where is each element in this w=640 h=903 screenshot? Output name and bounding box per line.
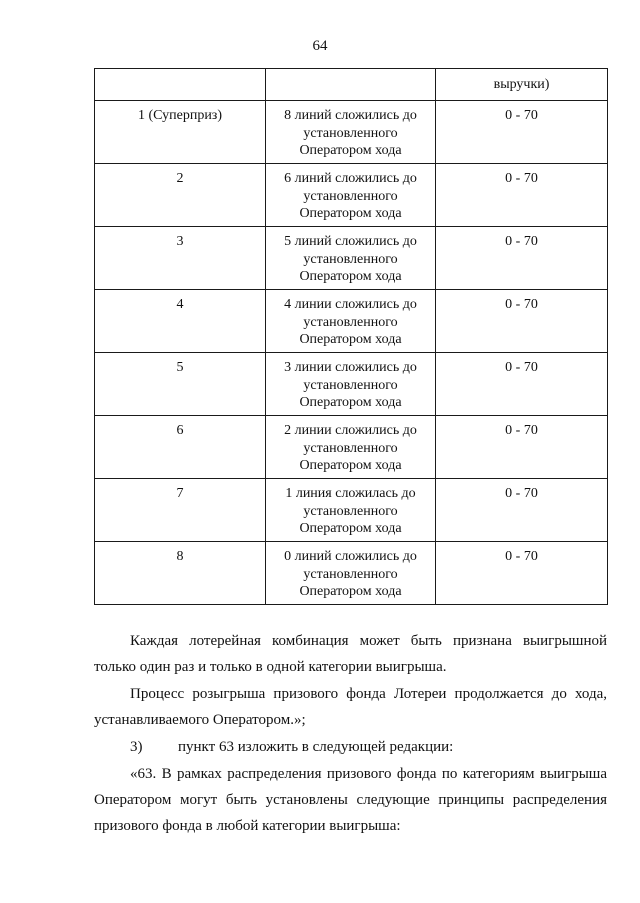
table-row — [95, 479, 608, 542]
share-cell: 0 - 70 — [436, 101, 608, 164]
condition-cell: 1 линия сложилась до установленного Оператором хода — [266, 479, 436, 542]
condition-cell: 8 линий сложились до установленного Оператором хода — [266, 101, 436, 164]
share-cell: 0 - 70 — [436, 353, 608, 416]
share-cell: 0 - 70 — [436, 542, 608, 605]
condition-cell: 6 линий сложились до установленного Оператором хода — [266, 164, 436, 227]
list-item-number: 3) — [130, 739, 143, 755]
table-row — [95, 101, 608, 164]
table-row — [95, 290, 608, 353]
paragraph-list-item-3 — [94, 734, 607, 760]
condition-cell: 4 линии сложились до установленного Оператором хода — [266, 290, 436, 353]
category-cell: 1 (Суперприз) — [95, 101, 266, 164]
condition-cell: 0 линий сложились до установленного Оператором хода — [266, 542, 436, 605]
condition-cell: 3 линии сложились до установленного Оператором хода — [266, 353, 436, 416]
share-cell: 0 - 70 — [436, 227, 608, 290]
category-cell: 4 — [95, 290, 266, 353]
category-cell: 6 — [95, 416, 266, 479]
table-row — [95, 164, 608, 227]
table-header-row — [95, 69, 608, 101]
table-header-cell — [266, 69, 436, 101]
category-cell: 7 — [95, 479, 266, 542]
category-cell: 8 — [95, 542, 266, 605]
table-row — [95, 416, 608, 479]
table-row — [95, 542, 608, 605]
category-cell: 3 — [95, 227, 266, 290]
category-cell: 5 — [95, 353, 266, 416]
share-cell: 0 - 70 — [436, 479, 608, 542]
paragraph-draw-process: Процесс розыгрыша призового фонда Лотереи продолжается до хода, устанавливаемого Оператором.»; — [94, 686, 607, 728]
table-header-cell: выручки) — [436, 69, 608, 101]
prize-category-table — [94, 68, 608, 605]
page-number: 64 — [312, 38, 328, 54]
share-cell: 0 - 70 — [436, 164, 608, 227]
list-item-text: пункт 63 изложить в следующей редакции: — [178, 739, 454, 755]
condition-cell: 5 линий сложились до установленного Оператором хода — [266, 227, 436, 290]
table-row — [95, 353, 608, 416]
table-row — [95, 227, 608, 290]
table-header-cell — [95, 69, 266, 101]
share-cell: 0 - 70 — [436, 416, 608, 479]
category-cell: 2 — [95, 164, 266, 227]
share-cell: 0 - 70 — [436, 290, 608, 353]
paragraph-winning-combination: Каждая лотерейная комбинация может быть признана выигрышной только один раз и только в одной категории выигрыша. — [94, 633, 607, 675]
paragraph-clause-63: «63. В рамках распределения призового фонда по категориям выигрыша Оператором могут быть установлены следующие принципы распределения призового фонда в любой категории выигрыша: — [94, 766, 607, 834]
condition-cell: 2 линии сложились до установленного Оператором хода — [266, 416, 436, 479]
